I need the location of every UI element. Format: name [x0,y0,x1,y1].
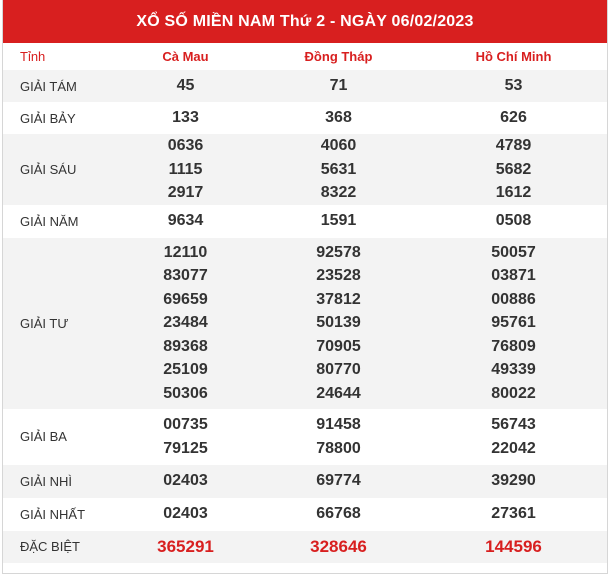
winning-number: 39290 [491,472,536,490]
prize-cell [420,70,607,102]
winning-number: 02403 [163,505,208,523]
winning-number: 12110 [163,243,208,261]
results-title: XỔ SỐ MIỀN NAM Thứ 2 - NGÀY 06/02/2023 [3,0,607,43]
prize-cell [257,205,420,238]
winning-number: 5631 [320,160,357,178]
results-table [3,43,607,563]
winning-number: 91458 [316,416,361,433]
winning-number: 365291 [157,536,214,556]
province-column-label: Tỉnh [20,49,46,64]
winning-number: 24644 [316,384,361,402]
winning-number: 92578 [316,243,361,261]
prize-row [3,102,607,134]
prize-label: GIẢI TƯ [20,315,69,331]
winning-number: 76809 [491,337,536,355]
winning-number: 00735 [163,416,208,433]
prize-cell [420,465,607,498]
winning-number: 49339 [491,361,536,379]
winning-number: 37812 [316,290,361,308]
winning-number: 80022 [491,384,536,402]
prize-cell [257,238,420,409]
prize-row [3,465,607,498]
prize-row [3,70,607,102]
prize-label: GIẢI NHÌ [20,473,73,489]
winning-number: 0636 [167,137,204,154]
prize-cell [257,498,420,531]
prize-cell [257,102,420,134]
prize-row [3,498,607,531]
prize-label: GIẢI NĂM [20,213,79,229]
prize-cell [257,531,420,563]
winning-number: 71 [329,77,348,95]
prize-cell [420,498,607,531]
winning-number: 4789 [495,137,532,154]
prize-cell [257,409,420,465]
prize-cell [114,70,257,102]
prize-label: ĐẶC BIỆT [20,539,80,554]
prize-label: GIẢI BA [20,429,67,444]
results-panel [2,0,608,574]
prize-cell [114,498,257,531]
winning-number: 02403 [163,472,208,490]
prize-row [3,205,607,238]
winning-number: 50306 [163,384,208,402]
winning-number: 03871 [491,267,536,285]
winning-number: 1591 [320,212,357,230]
winning-number: 89368 [163,337,208,355]
winning-number: 25109 [163,361,208,379]
winning-number: 56743 [491,416,536,433]
prize-cell [114,238,257,409]
prize-row [3,238,607,409]
winning-number: 0508 [495,212,532,230]
prize-cell [420,409,607,465]
winning-number: 328646 [310,536,367,556]
winning-number: 69774 [316,472,361,490]
winning-number: 78800 [316,439,361,457]
winning-number: 53 [504,77,523,95]
winning-number: 50139 [316,314,361,332]
winning-number: 45 [176,77,195,95]
prize-label: GIẢI SÁU [20,161,77,177]
winning-number: 00886 [491,290,536,308]
prize-cell [114,205,257,238]
prize-cell [257,134,420,205]
prize-cell [420,205,607,238]
winning-number: 79125 [163,439,208,457]
prize-cell [114,465,257,498]
winning-number: 1612 [495,184,532,201]
prize-cell [257,70,420,102]
prize-cell [420,134,607,205]
prize-cell [114,531,257,563]
prize-label: GIẢI TÁM [20,78,77,94]
winning-number: 80770 [316,361,361,379]
winning-number: 9634 [167,212,204,230]
prize-row [3,134,607,205]
winning-number: 8322 [320,184,357,201]
winning-number: 69659 [163,290,208,308]
winning-number: 23528 [316,267,361,285]
province-name[interactable]: Cà Mau [162,49,209,64]
winning-number: 50057 [491,243,536,261]
prize-cell [114,409,257,465]
winning-number: 70905 [316,337,361,355]
winning-number: 23484 [163,314,208,332]
prize-label: GIẢI BẢY [20,110,76,126]
winning-number: 5682 [495,160,532,178]
prize-cell [420,531,607,563]
prize-row [3,409,607,465]
winning-number: 2917 [167,184,204,201]
winning-number: 368 [325,109,352,127]
province-name[interactable]: Đồng Tháp [304,49,373,64]
prize-cell [114,102,257,134]
province-name[interactable]: Hồ Chí Minh [475,49,552,64]
prize-cell [420,102,607,134]
prize-label: GIẢI NHẤT [20,506,86,522]
winning-number: 4060 [320,137,357,154]
winning-number: 1115 [168,160,203,178]
winning-number: 144596 [485,536,542,556]
prize-cell [420,238,607,409]
winning-number: 66768 [316,505,361,523]
winning-number: 626 [500,109,527,127]
prize-cell [257,465,420,498]
prize-row-special [3,531,607,563]
winning-number: 22042 [491,439,536,457]
winning-number: 95761 [491,314,536,332]
winning-number: 27361 [491,505,536,523]
province-header-row [3,43,607,70]
winning-number: 133 [172,109,199,127]
winning-number: 83077 [163,267,208,285]
prize-cell [114,134,257,205]
